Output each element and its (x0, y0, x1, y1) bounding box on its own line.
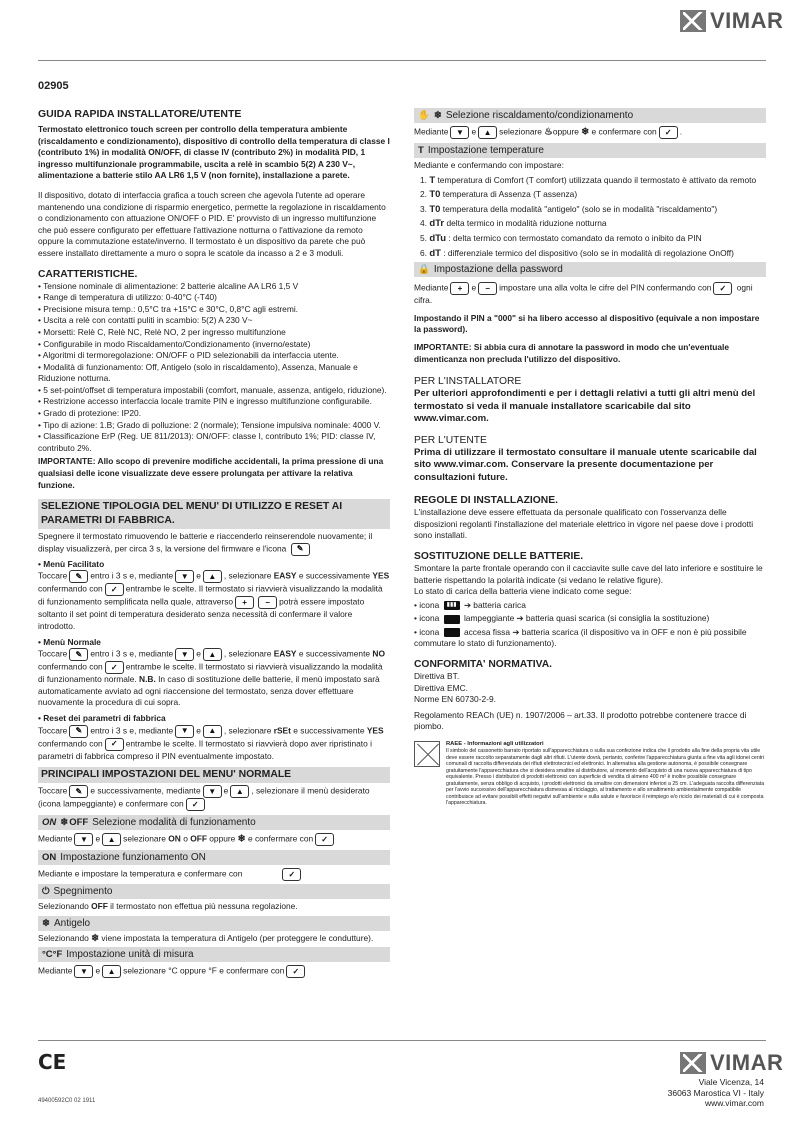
text-segment: , selezionare (223, 648, 272, 659)
text-segment: confermando con (38, 661, 103, 672)
band-unit (38, 947, 390, 962)
raee-content (446, 741, 766, 807)
address-line: Viale Vicenza, 14 (698, 1077, 764, 1087)
down-key-icon: ▼ (175, 570, 194, 583)
text-segment: e (196, 725, 201, 736)
feature-item: • Precisione misura temp.: 0,5°C tra +15°C e 30°C, 0,8°C agli estremi. (38, 303, 299, 314)
intro-text: Il dispositivo, dotato di interfaccia grafica a touch screen che agevola l'utente ad operare mantenendo una condizione di risparmio energetico, permette la regolazione in riscaldamento o condizionamento con attuazione ON/OFF o PID. E' provvisto di un ingresso multifunzione che può essere configurato per effettuare l'attivazione notturna o l'attivazione da remoto oppure la commutazione estate/inverno. Il termostato è un dispositivo da parete che può essere installato direttamente a muro o sopra le scatole da incasso a 2 e 3 moduli. (38, 189, 386, 258)
temperature-item (420, 248, 766, 260)
crossed-bin-icon (414, 741, 440, 767)
feature-item: • Range di temperatura di utilizzo: 0-40°C (-T40) (38, 292, 217, 303)
important-note: IMPORTANTE: Allo scopo di prevenire modifiche accidentali, la prima pressione di una qualsiasi delle icone visualizzate deve essere prolungata per attivare la relativa funzione. (38, 456, 384, 490)
text-segment: entro i 3 s e, mediante (90, 648, 174, 659)
text-segment: selezionare (499, 126, 542, 137)
text-segment: oppure (552, 126, 579, 137)
up-key-icon: ▲ (102, 833, 121, 846)
battery-empty-icon (444, 628, 460, 637)
wrench-key-icon: ✎ (69, 648, 88, 661)
band-label: Selezione riscaldamento/condizionamento (445, 110, 634, 121)
battery-item (414, 600, 766, 612)
battery-state: Lo stato di carica della batteria viene indicato come segue: (414, 586, 632, 597)
band-label: Impostazione temperature (427, 145, 544, 156)
snowflake-icon: ❄ (237, 833, 246, 845)
pin-important: IMPORTANTE: Si abbia cura di annotare la password in modo che un'eventuale dimenticanza non precluda l'utilizzo del dispositivo. (414, 341, 730, 364)
item-number: 6. (420, 247, 427, 258)
wrench-key-icon: ✎ (69, 725, 88, 738)
comfort-temp-icon: T (429, 174, 436, 186)
text-segment: e (95, 966, 101, 977)
feature-item: • Tensione nominale di alimentazione: 2 batterie alcaline AA LR6 1,5 V (38, 280, 299, 291)
text-segment: viene impostata la temperatura di Antigelo (per proteggere le condutture). (101, 932, 374, 943)
unit-symbol: °C°F (42, 949, 63, 961)
text-segment: , selezionare (223, 571, 272, 582)
user-text: Prima di utilizzare il termostato consultare il manuale utente scaricabile dal sito www.vimar.com. Conservare la presente documentazione per consultazioni future. (414, 446, 757, 483)
battery-full-icon: ▮▮▮ (444, 601, 460, 610)
feature-item: • Modalità di funzionamento: Off, Antigelo (solo in riscaldamento), Assenza, Manuale e Riduzione notturna. (38, 361, 358, 384)
band-label: Impostazione unità di misura (66, 949, 194, 961)
snowflake-icon: ❄ (91, 932, 100, 944)
plus-key-icon: + (235, 596, 254, 609)
text-segment: Mediante (414, 282, 449, 293)
text-segment: e successivamente (298, 648, 371, 659)
item-text: temperatura della modalità "antigelo" (solo se in modalità "riscaldamento") (442, 203, 718, 214)
features-title: CARATTERISTICHE. (38, 268, 138, 280)
menu-facilitato-title: • Menù Facilitato (38, 558, 105, 569)
left-column (38, 108, 390, 978)
selection-intro-text: Spegnere il termostato rimuovendo le batterie e riaccenderlo reinserendole nuovamente; il display visualizzerà, per circa 3 s, la versione del firmware e l'icona (38, 531, 373, 554)
item-number: 3. (420, 203, 427, 214)
band-temperatures (414, 143, 766, 158)
text-segment: e (95, 833, 101, 844)
temperatures-intro: Mediante e confermando con impostare: (414, 160, 564, 170)
band-spegnimento (38, 884, 390, 899)
on-symbol: ON (42, 817, 57, 829)
option-rset: rSEt (273, 725, 291, 736)
text-segment: ogni cifra. (414, 282, 753, 306)
raee-text: Il simbolo del cassonetto barrato riportato sull'apparecchiatura o sulla sua confezione indica che il prodotto alla fine della propria vita utile deve essere raccolto separatamente dagli altri rifiuti. L'utente dovrà, pertanto, conferire l'apparecchiatura giunta a fine vita agli idonei centri comunali di raccolta differenziata dei rifiuti elettrotecnici ed elettronici. In alternativa alla gestione autonoma, è possibile consegnare gratuitamente l'apparecchiatura che si desidera smaltire al distributore, al momento dell'acquisto di una nuova apparecchiatura di tipo equivalente. Presso i distributori di prodotti elettronici con superficie di vendita di almeno 400 m² è inoltre possibile consegnare gratuitamente, senza obbligo di acquisto, i prodotti elettronici da smaltire con dimensioni inferiori a 25 cm. L'adeguata raccolta differenziata per l'avvio successivo dell'apparecchiatura dismessa al riciclaggio, al trattamento e allo smaltimento ambientalmente compatibile contribuisce ad evitare possibili effetti negativi sull'ambiente e sulla salute e favorisce il reimpiego e/o riciclo dei materiali di cui è composta l'apparecchiatura. (446, 748, 765, 807)
confirm-key-icon: ✓ (105, 738, 124, 751)
text-segment: Mediante (38, 833, 73, 844)
band-label: Impostazione della password (433, 264, 563, 276)
text-segment: • icona (414, 599, 440, 610)
down-key-icon: ▼ (175, 648, 194, 661)
raee-title: RAEE - Informazioni agli utilizzatori (446, 741, 544, 748)
down-key-icon: ▼ (74, 833, 93, 846)
temperature-item (420, 175, 766, 187)
text-segment: Mediante (414, 126, 449, 137)
rules-text: L'installazione deve essere effettuata da personale qualificato con l'osservanza delle disposizioni regolanti l'installazione del materiale elettrico in vigore nel paese dove i prodotti sono installati. (414, 507, 754, 541)
on-symbol: ON (42, 852, 57, 864)
option-yes: YES (372, 571, 390, 582)
option-off: OFF (91, 901, 108, 912)
battery-title: SOSTITUZIONE DELLE BATTERIE. (414, 550, 584, 562)
band-label: Antigelo (53, 917, 91, 929)
text-segment: entrambe le scelte. Il termostato si riavvierà dopo aver ripristinato i parametri di fabbrica compreso il PIN eventualmente impostato. (38, 738, 372, 761)
footer-logo (680, 1050, 783, 1076)
text-segment: confermando con (38, 584, 103, 595)
text-segment: e (196, 648, 201, 659)
up-key-icon: ▲ (203, 570, 222, 583)
raee-block (414, 741, 766, 807)
password-text (414, 282, 766, 307)
header-rule (38, 60, 766, 61)
band-heat-cool (414, 108, 766, 123)
item-text: temperatura di Comfort (T comfort) utilizzata quando il termostato è attivato da remoto (437, 174, 757, 185)
snowflake-icon: ❄ (42, 917, 50, 929)
option-easy: EASY (273, 648, 297, 659)
text-segment: entro i 3 s e, mediante (90, 571, 174, 582)
text-segment: o (183, 833, 188, 844)
text-segment: potrà essere impostato (279, 597, 365, 608)
thermometer-icon: T (418, 145, 424, 156)
text-segment: Mediante e impostare la temperatura e confermare con (38, 868, 243, 879)
vimar-logo (680, 8, 783, 34)
text-segment: entrambe le scelte. Il termostato si riavvierà visualizzando la modalità di funzionamento normale. (38, 661, 383, 685)
text-segment: Toccare (38, 725, 68, 736)
item-text: temperatura di Assenza (T assenza) (442, 189, 578, 200)
remote-delta-icon: dTu (429, 232, 447, 244)
main-settings-text (38, 785, 390, 811)
feature-item: • Grado di protezione: IP20. (38, 408, 142, 419)
item-number: 2. (420, 189, 427, 200)
reset-text (38, 725, 390, 763)
down-key-icon: ▼ (203, 785, 222, 798)
feature-item: • Morsetti: Relè C, Relè NC, Relè NO, 2 per ingresso multifunzione (38, 326, 286, 337)
down-key-icon: ▼ (74, 965, 93, 978)
mode-selection-text (38, 833, 390, 846)
heating-icon: ♨ (544, 126, 553, 138)
wrench-key-icon: ✎ (69, 785, 88, 798)
text-segment: • icona (414, 626, 440, 637)
text-segment: Selezionando (38, 932, 89, 943)
text-segment: lampeggiante ➔ batteria quasi scarica (si consiglia la sostituzione) (463, 613, 710, 624)
conformity-title: CONFORMITA' NORMATIVA. (414, 659, 553, 671)
feature-item: • Tipo di azione: 1.B; Grado di polluzione: 2 (normale); Tensione impulsiva nominale: 4000 V. (38, 419, 381, 430)
text-segment: impostare una alla volta le cifre del PIN confermando con (499, 282, 712, 293)
up-key-icon: ▲ (203, 725, 222, 738)
minus-key-icon: − (258, 596, 277, 609)
on-settings-text (38, 868, 390, 881)
feature-item: • Configurabile in modo Riscaldamento/Condizionamento (inverno/estate) (38, 338, 311, 349)
antifreeze-temp-icon: T0 (429, 203, 441, 215)
menu-facilitato-text (38, 570, 390, 609)
hand-icon: ✋ (418, 110, 430, 121)
installer-text: Per ulteriori approfondimenti e per i dettagli relativi a tutti gli altri menù del termostato si veda il manuale installatore scaricabile dal sito www.vimar.com. (414, 388, 756, 425)
temperature-item (420, 233, 766, 245)
brand-name: VIMAR (710, 1050, 784, 1075)
heat-cool-icon: ❄ (433, 110, 442, 121)
differential-icon: dT (429, 247, 441, 259)
company-address (668, 1077, 764, 1109)
section-menu-selection: SELEZIONE TIPOLOGIA DEL MENU' DI UTILIZZO E RESET AI PARAMETRI DI FABBRICA. (38, 499, 390, 529)
text-segment: e successivamente, mediante (90, 785, 201, 796)
item-text: : delta termico con termostato comandato da remoto o inibito da PIN (448, 232, 702, 243)
selection-intro (38, 531, 390, 556)
band-antigelo (38, 916, 390, 931)
menu-facilitato-note: soltanto il set point di temperatura desiderato senza necessità di confermare il valore introdotto. (38, 609, 353, 631)
off-symbol: OFF (69, 817, 89, 829)
guide-title: GUIDA RAPIDA INSTALLATORE/UTENTE (38, 108, 242, 120)
installer-title: PER L'INSTALLATORE (414, 376, 522, 388)
off-icon: ⏻ (42, 886, 50, 898)
text-segment: Mediante (38, 966, 73, 977)
snowflake-icon: ❄ (60, 817, 69, 829)
confirm-key-icon: ✓ (105, 661, 124, 674)
item-text: : differenziale termico del dispositivo (solo se in modalità di regolazione OnOff) (443, 247, 734, 258)
spegnimento-text (38, 901, 390, 913)
text-segment: In caso di sostituzione delle batterie, il menù impostato sarà automaticamente avviato ad ogni riaccensione del termostato, senza dover effettuare nuovamente la procedura di cui sopra. (38, 674, 380, 708)
temperature-item (420, 204, 766, 216)
band-mode-selection (38, 815, 390, 830)
lock-icon: 🔒 (418, 264, 430, 276)
text-segment: e (471, 126, 477, 137)
battery-low-icon (444, 615, 460, 624)
text-segment: selezionare (123, 833, 166, 844)
feature-item: • 5 set-point/offset di temperatura impostabili (comfort, manuale, assenza, antigelo, riduzione). (38, 384, 387, 395)
wrench-key-icon: ✎ (291, 543, 310, 556)
temperatures-list (414, 175, 766, 260)
battery-text: Smontare la parte frontale operando con il cacciavite sulle cave del lato inferiore e sostituire le batterie rispettando la polarità indicate (si vedano le relative figure). (414, 562, 763, 585)
menu-normale-title: • Menù Normale (38, 636, 101, 647)
confirm-key-icon: ✓ (282, 868, 301, 881)
item-text: delta termico in modalità riduzione notturna (446, 218, 607, 229)
night-delta-icon: dTr (429, 218, 445, 230)
confirm-key-icon: ✓ (659, 126, 678, 139)
footer-rule (38, 1040, 766, 1041)
down-key-icon: ▼ (450, 126, 469, 139)
text-segment: confermando con (38, 738, 103, 749)
option-no: NO (372, 648, 385, 659)
text-segment: Toccare (38, 785, 68, 796)
option-yes: YES (366, 725, 384, 736)
feature-item: • Classificazione ErP (Reg. UE 811/2013): ON/OFF: classe I, contributo 1%; PID: classe IV, contributo 2%. (38, 431, 376, 453)
section-main-settings: PRINCIPALI IMPOSTAZIONI DEL MENU' NORMALE (38, 767, 390, 783)
band-on-settings (38, 850, 390, 865)
text-segment: e (196, 571, 201, 582)
text-segment: e successivamente (293, 725, 365, 736)
reset-title: • Reset dei parametri di fabbrica (38, 712, 166, 723)
text-segment: selezionare °C oppure °F e confermare con (123, 966, 285, 977)
text-segment: e (223, 785, 229, 796)
up-key-icon: ▲ (102, 965, 121, 978)
cooling-icon: ❄ (581, 126, 590, 138)
conformity-line: Direttiva BT. (414, 671, 460, 682)
up-key-icon: ▲ (230, 785, 249, 798)
ce-mark: CE (38, 1050, 67, 1074)
feature-item: • Uscita a relè con contatti puliti in scambio: 5(2) A 230 V~ (38, 315, 253, 326)
document-number: 49400592C0 02 1911 (38, 1098, 96, 1104)
feature-item: • Algoritmi di termoregolazione: ON/OFF o PID selezionabili da interfaccia utente. (38, 350, 339, 361)
battery-item (414, 627, 766, 650)
band-password (414, 262, 766, 277)
minus-key-icon: − (478, 282, 497, 295)
option-off: OFF (190, 833, 207, 844)
product-code: 02905 (38, 80, 69, 92)
band-label: Spegnimento (53, 886, 113, 898)
text-segment: Toccare (38, 571, 68, 582)
text-segment: e confermare con (591, 126, 657, 137)
down-key-icon: ▼ (175, 725, 194, 738)
intro-bold: Termostato elettronico touch screen per controllo della temperatura ambiente (riscaldamento e condizionamento), dispositivo di controllo della temperatura di classe I (contributo 1%) in modalità ON/OFF, di classe IV (contributo 2%) in modalità PID, 1 ingresso multifunzionale programmabile, uscita a relè in scambio 5(2) A 230 V~, alimentazione a batterie stilo AA LR6 1,5 V (non fornite), installazione a parete. (38, 124, 390, 181)
battery-item (414, 613, 766, 625)
away-temp-icon: T0 (429, 189, 441, 201)
up-key-icon: ▲ (203, 648, 222, 661)
wrench-key-icon: ✎ (69, 570, 88, 583)
text-segment: , selezionare il menù desiderato (icona lampeggiante) e confermare con (38, 785, 370, 809)
confirm-key-icon: ✓ (286, 965, 305, 978)
feature-item: • Restrizione accesso interfaccia locale tramite PIN e ingresso multifunzione configurabile. (38, 396, 372, 407)
item-number: 1. (420, 174, 427, 185)
confirm-key-icon: ✓ (186, 798, 205, 811)
temperature-item (420, 189, 766, 201)
text-segment: e successivamente (298, 571, 371, 582)
item-number: 5. (420, 232, 427, 243)
pin-note: Impostando il PIN a "000" si ha libero accesso al dispositivo (equivale a non impostare la password). (414, 312, 760, 335)
plus-key-icon: + (450, 282, 469, 295)
confirm-key-icon: ✓ (105, 583, 124, 596)
option-on: ON (168, 833, 181, 844)
website: www.vimar.com (704, 1098, 764, 1108)
confirm-key-icon: ✓ (713, 282, 732, 295)
text-segment: • icona (414, 613, 440, 624)
reach-text: Regolamento REACh (UE) n. 1907/2006 – art.33. Il prodotto potrebbe contenere tracce di piombo. (414, 709, 747, 732)
conformity-line: Direttiva EMC. (414, 682, 468, 693)
temperature-item (420, 218, 766, 230)
text-segment: Selezionando (38, 901, 89, 912)
text-segment: oppure (209, 833, 236, 844)
nb-label: N.B. (139, 674, 156, 685)
vimar-logo-icon (680, 10, 706, 32)
text-segment: il termostato non effettua più nessuna regolazione. (110, 901, 298, 912)
text-segment: e confermare con (247, 833, 314, 844)
unit-text (38, 965, 390, 978)
item-number: 4. (420, 218, 427, 229)
text-segment: Toccare (38, 648, 68, 659)
right-column (414, 108, 766, 807)
conformity-line: Norme EN 60730-2-9. (414, 694, 496, 705)
band-label: Impostazione funzionamento ON (60, 852, 206, 864)
text-segment: accesa fissa ➔ batteria scarica (il dispositivo va in OFF e non è più possibile commutare lo stato di funzionamento). (414, 626, 747, 649)
antigelo-text (38, 933, 390, 945)
features-list (38, 281, 390, 455)
text-segment: e (471, 282, 477, 293)
band-label: Selezione modalità di funzionamento (92, 817, 256, 829)
heat-cool-text: Mediante ▼ e ▲ selezionare ♨oppure ❄ e confermare con ✓ . (414, 126, 683, 138)
option-easy: EASY (273, 571, 297, 582)
vimar-logo-icon (680, 1052, 706, 1074)
menu-normale-text (38, 648, 390, 709)
brand-name: VIMAR (710, 8, 784, 33)
rules-title: REGOLE DI INSTALLAZIONE. (414, 495, 558, 507)
up-key-icon: ▲ (478, 126, 497, 139)
text-segment: , selezionare (223, 725, 272, 736)
text-segment: ➔ batteria carica (463, 599, 526, 610)
text-segment: entrambe le scelte. Il termostato si riavvierà visualizzando la modalità di funzionamento semplificata nella quale, attraverso (38, 584, 383, 608)
address-line: 36063 Marostica VI - Italy (667, 1087, 764, 1098)
confirm-key-icon: ✓ (315, 833, 334, 846)
text-segment: entro i 3 s e, mediante (90, 725, 174, 736)
user-title: PER L'UTENTE (414, 434, 487, 446)
